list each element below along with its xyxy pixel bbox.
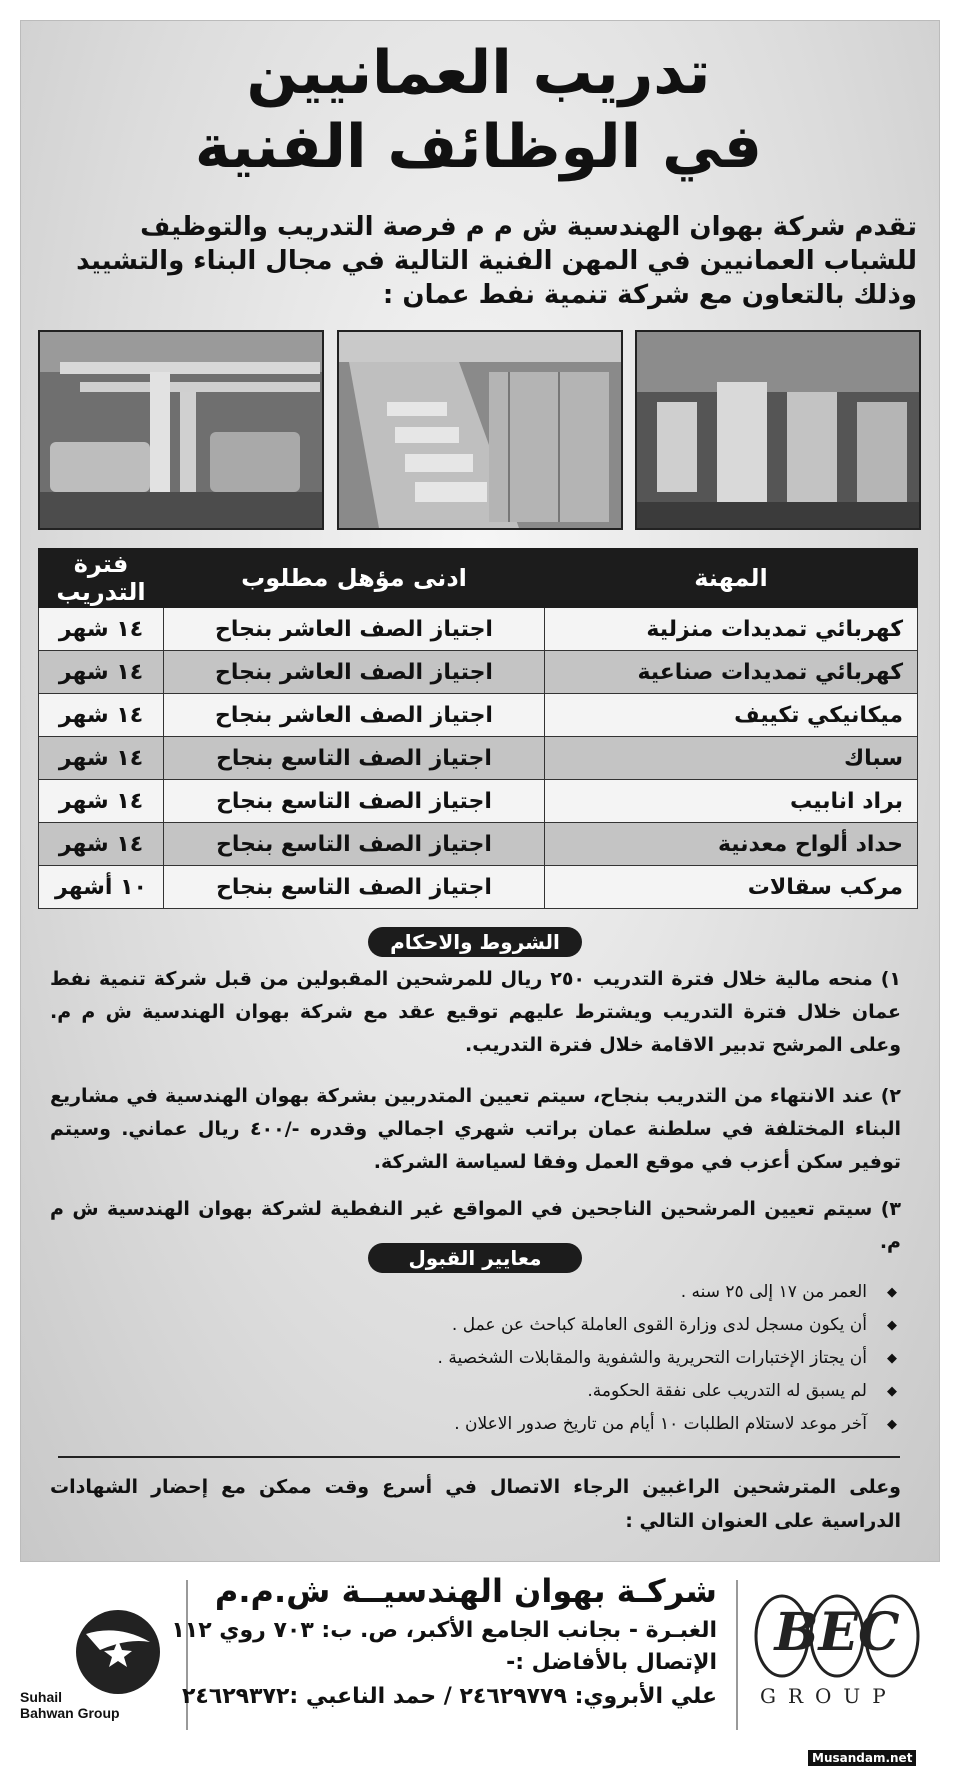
list-item — [197, 1408, 897, 1441]
footer — [0, 1562, 957, 1772]
criteria-text: أن يجتاز الإختبارات التحريرية والشفوية والمقابلات الشخصية . — [437, 1348, 867, 1368]
jobs-table — [38, 548, 918, 909]
intro-line3: وذلك بالتعاون مع شركة تنمية نفط عمان : — [382, 280, 917, 310]
footer-divider-right — [736, 1580, 738, 1730]
cell-job: براد انابيب — [545, 780, 918, 823]
sbg-line2: Bahwan Group — [20, 1705, 120, 1721]
list-item — [197, 1375, 897, 1408]
diamond-bullet-icon: ◆ — [887, 1384, 897, 1399]
footer-contact-label: الإتصال بالأفاضل :- — [506, 1650, 717, 1675]
bec-letters: BEC — [774, 1602, 900, 1663]
term-item-2: ٢) عند الانتهاء من التدريب بنجاح، سيتم تعيين المتدربين بشركة بهوان الهندسية في مشاريع البناء المختلفة في سلطنة عمان براتب شهري اجمالي وقدره -/٤٠٠ ريال عماني. وسيتم توفير سكن أعزب في موقع العمل وفقا لسياسة الشركة. — [50, 1085, 901, 1173]
cell-qualification: اجتياز الصف التاسع بنجاح — [164, 737, 545, 780]
cell-qualification: اجتياز الصف التاسع بنجاح — [164, 780, 545, 823]
cell-period: ١٤ شهر — [39, 651, 164, 694]
criteria-text: آخر موعد لاستلام الطلبات ١٠ أيام من تاريخ صدور الاعلان . — [454, 1414, 867, 1434]
bec-group-label: GROUP — [760, 1684, 898, 1708]
photo-pipework — [38, 330, 324, 530]
header-qualification: ادنى مؤهل مطلوب — [164, 549, 545, 608]
cell-qualification: اجتياز الصف العاشر بنجاح — [164, 608, 545, 651]
footer-address: الغبـرة - بجانب الجامع الأكبر، ص. ب: ٧٠٣ روي ١١٢ — [171, 1618, 717, 1643]
term-item-1: ١) منحه مالية خلال فترة التدريب ٢٥٠ ريال للمرشحين المقبولين من قبل شركة تنمية نفط عمان خلال فترة التدريب ويشترط عليهم توقيع عقد مع شركة بهوان الهندسية ش م م. وعلى المرشح تدبير الاقامة خلال فترة التدريب. — [50, 968, 901, 1056]
term-item-3: ٣) سيتم تعيين المرشحين الناجحين في المواقع غير النفطية لشركة بهوان الهندسية ش م م. — [50, 1198, 901, 1253]
watermark: Musandam.net — [808, 1750, 916, 1766]
divider — [58, 1456, 900, 1458]
criteria-list — [197, 1276, 897, 1441]
cell-job: حداد ألواح معدنية — [545, 823, 918, 866]
cell-period: ١٤ شهر — [39, 737, 164, 780]
cell-period: ١٤ شهر — [39, 780, 164, 823]
cell-period: ١٤ شهر — [39, 608, 164, 651]
diamond-bullet-icon: ◆ — [887, 1285, 897, 1300]
cell-period: ١٤ شهر — [39, 694, 164, 737]
headline-line1: تدريب العمانيين — [246, 38, 711, 108]
photo-construction-site — [337, 330, 623, 530]
cell-job: كهربائي تمديدات منزلية — [545, 608, 918, 651]
cell-job: مركب سقالات — [545, 866, 918, 909]
table-row — [39, 737, 918, 780]
table-row — [39, 608, 918, 651]
cell-qualification: اجتياز الصف العاشر بنجاح — [164, 651, 545, 694]
intro-text — [40, 210, 917, 312]
suhail-bahwan-logo — [18, 1602, 168, 1732]
headline-line2: في الوظائف الفنية — [194, 112, 763, 182]
table-row — [39, 651, 918, 694]
sbg-line1: Suhail — [20, 1689, 63, 1705]
table-row — [39, 823, 918, 866]
footer-contacts: علي الأبروي: ٢٤٦٢٩٧٧٩ / حمد الناعبي :٢٤٦٢٩٣٧٢ — [181, 1684, 717, 1709]
diamond-bullet-icon: ◆ — [887, 1318, 897, 1333]
intro-line1: تقدم شركة بهوان الهندسية ش م م فرصة التدريب والتوظيف — [140, 212, 917, 242]
criteria-text: أن يكون مسجل لدى وزارة القوى العاملة كباحث عن عمل . — [451, 1315, 867, 1335]
closing-text: وعلى المترشحين الراغبين الرجاء الاتصال في أسرع وقت ممكن مع إحضار الشهادات الدراسية على العنوان التالي : — [50, 1476, 901, 1532]
list-item — [197, 1342, 897, 1375]
cell-qualification: اجتياز الصف التاسع بنجاح — [164, 866, 545, 909]
header-period: فترة التدريب — [39, 549, 164, 608]
table-row — [39, 866, 918, 909]
list-item — [197, 1276, 897, 1309]
cell-qualification: اجتياز الصف التاسع بنجاح — [164, 823, 545, 866]
cell-job: سباك — [545, 737, 918, 780]
criteria-text: لم يسبق له التدريب على نفقة الحكومة. — [587, 1381, 867, 1401]
terms-heading: الشروط والاحكام — [368, 927, 582, 957]
footer-company-name: شركـة بهوان الهندسيــة ش.م.م — [214, 1572, 717, 1610]
cell-job: ميكانيكي تكييف — [545, 694, 918, 737]
diamond-bullet-icon: ◆ — [887, 1417, 897, 1432]
cell-job: كهربائي تمديدات صناعية — [545, 651, 918, 694]
table-row — [39, 694, 918, 737]
header-job: المهنة — [545, 549, 918, 608]
cell-period: ١٠ أشهر — [39, 866, 164, 909]
criteria-heading: معايير القبول — [368, 1243, 582, 1273]
criteria-text: العمر من ١٧ إلى ٢٥ سنه . — [680, 1282, 867, 1302]
list-item — [197, 1309, 897, 1342]
intro-line2: للشباب العمانيين في المهن الفنية التالية في مجال البناء والتشييد — [76, 246, 917, 276]
table-row — [39, 780, 918, 823]
table-header-row — [39, 549, 918, 608]
cell-period: ١٤ شهر — [39, 823, 164, 866]
photo-strip — [38, 330, 918, 528]
photo-substation — [635, 330, 921, 530]
diamond-bullet-icon: ◆ — [887, 1351, 897, 1366]
cell-qualification: اجتياز الصف العاشر بنجاح — [164, 694, 545, 737]
